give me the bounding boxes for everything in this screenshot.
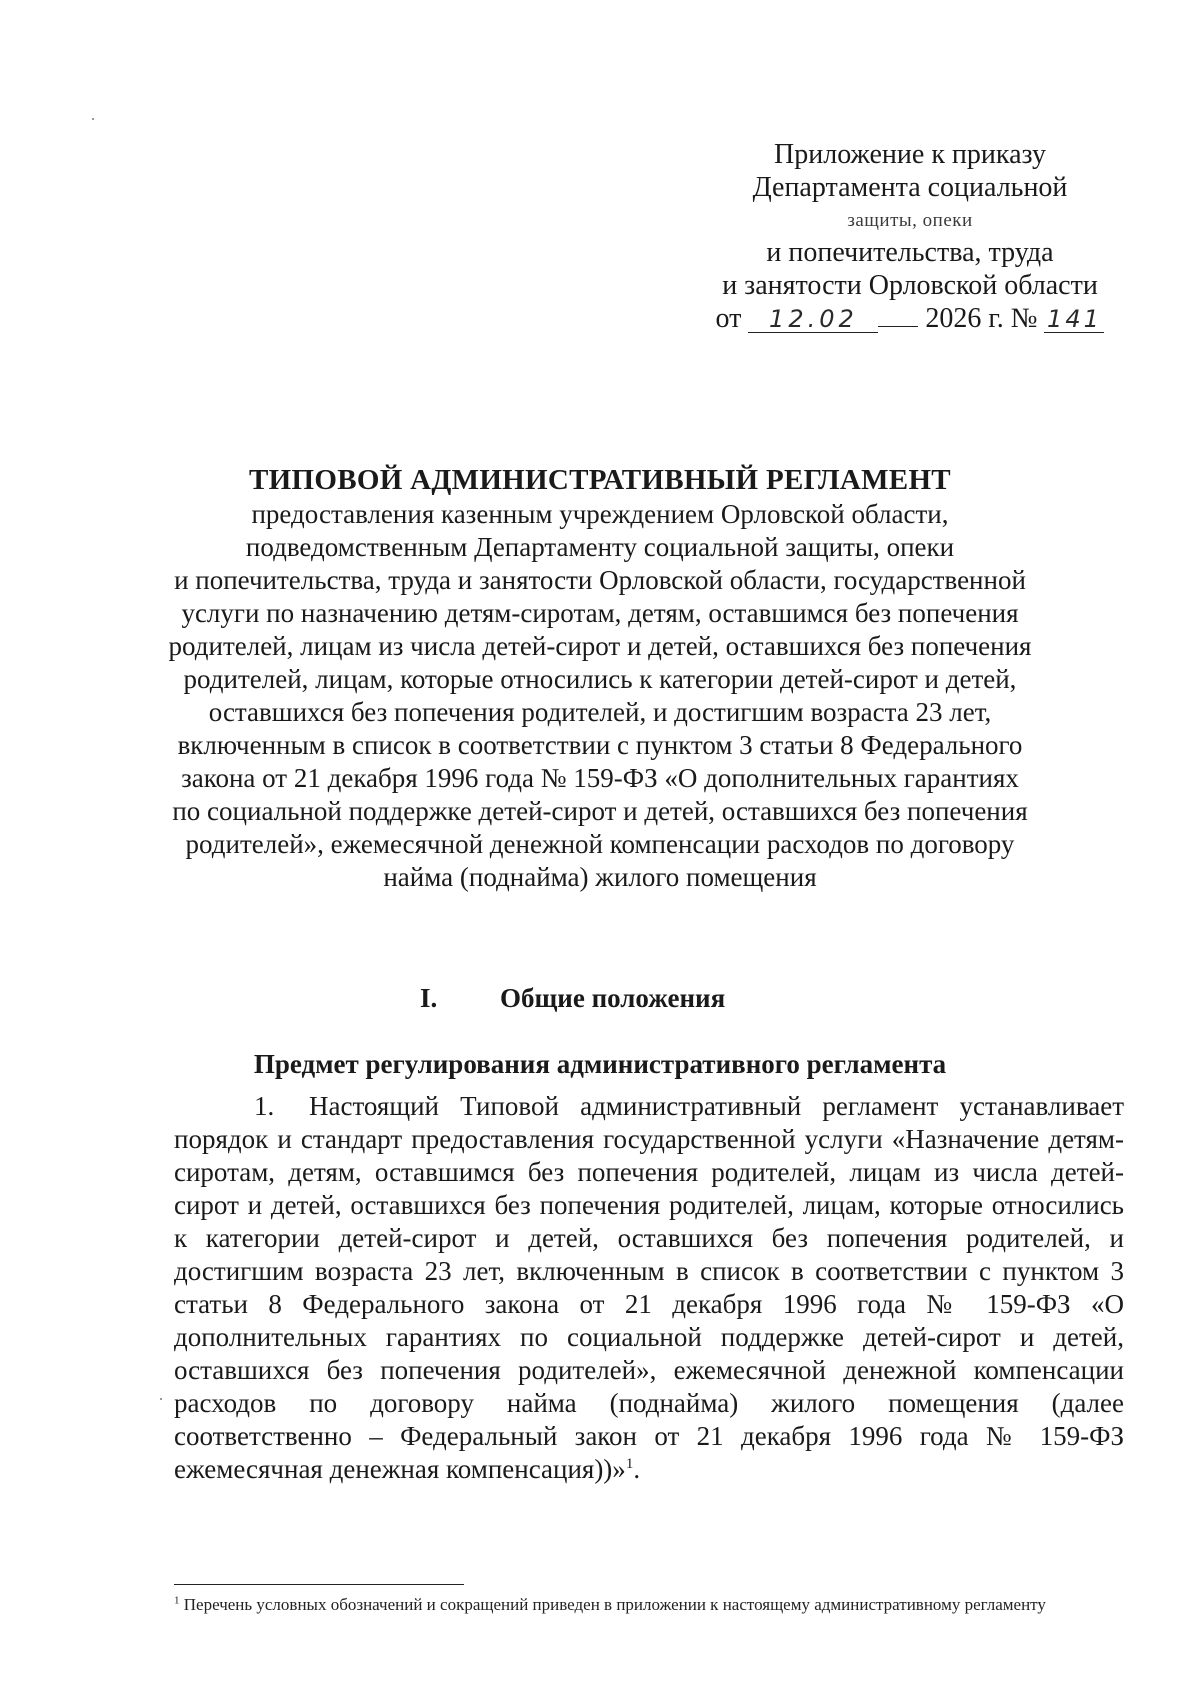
subtitle-line: и попечительства, труда и занятости Орловской области, государственной bbox=[174, 565, 1026, 595]
approval-line-3: защиты, опеки bbox=[847, 210, 973, 231]
paragraph-1 bbox=[174, 1090, 1124, 1486]
section-number: I. bbox=[420, 983, 438, 1013]
approval-date-line bbox=[700, 302, 1120, 335]
section-heading bbox=[420, 981, 725, 1015]
subtitle-line: родителей, лицам, которые относились к категории детей-сирот и детей, bbox=[183, 664, 1017, 694]
paragraph-text: Настоящий Типовой административный регламент устанавливает порядок и стандарт предоставления государственной услуги «Назначение детям-сиротам, детям, оставшимся без попечения родителей, лицам из числа детей-сирот и детей, оставшихся без попечения родителей, лицам, которые относились к категории детей-сирот и детей, оставшихся без попечения родителей, и достигшим возраста 23 лет, включенным в список в соответствии с пунктом 3 статьи 8 Федерального закона от 21 декабря 1996 года № 159-ФЗ «О дополнительных гарантиях по социальной поддержке детей-сирот и детей, оставшихся без попечения родителей», ежемесячной денежной компенсации расходов по договору найма (поднайма) жилого помещения (далее соответственно – Федеральный закон от 21 декабря 1996 года № 159-ФЗ ежемесячная денежная компенсация))» bbox=[174, 1091, 1124, 1484]
document-title-block bbox=[140, 462, 1060, 894]
subtitle-line: закона от 21 декабря 1996 года № 159-ФЗ «О дополнительных гарантиях bbox=[181, 763, 1019, 793]
footnote-reference[interactable]: 1 bbox=[625, 1456, 634, 1472]
document-title: ТИПОВОЙ АДМИНИСТРАТИВНЫЙ РЕГЛАМЕНТ bbox=[249, 464, 951, 496]
subtitle-line: услуги по назначению детям-сиротам, детям, оставшимся без попечения bbox=[181, 598, 1019, 628]
footnote-mark: 1 bbox=[174, 1594, 180, 1607]
date-underline bbox=[878, 326, 918, 327]
subtitle-line: найма (поднайма) жилого помещения bbox=[383, 862, 817, 892]
document-subtitle bbox=[140, 498, 1060, 894]
approval-line-4: и попечительства, труда bbox=[766, 237, 1054, 268]
subtitle-line: оставшихся без попечения родителей, и достигшим возраста 23 лет, bbox=[208, 697, 992, 727]
subtitle-line: включенным в список в соответствии с пунктом 3 статьи 8 Федерального bbox=[177, 730, 1023, 760]
year-suffix: 2026 г. № bbox=[925, 303, 1038, 334]
approval-stamp-block bbox=[700, 138, 1120, 335]
subtitle-line: по социальной поддержке детей-сирот и детей, оставшихся без попечения bbox=[172, 796, 1028, 826]
subtitle-line: предоставления казенным учреждением Орловской области, bbox=[251, 499, 949, 529]
paragraph-end-punctuation: . bbox=[633, 1454, 641, 1484]
footnote-text: Перечень условных обозначений и сокращений приведен в приложении к настоящему административному регламенту bbox=[183, 1595, 1046, 1614]
scan-speck bbox=[160, 1398, 162, 1400]
scan-speck bbox=[92, 118, 94, 120]
footnote bbox=[174, 1594, 1124, 1616]
paragraph-number: 1. bbox=[254, 1091, 275, 1121]
subtitle-line: подведомственным Департаменту социальной защиты, опеки bbox=[245, 532, 955, 562]
footnote-divider bbox=[174, 1584, 464, 1585]
subsection-heading: Предмет регулирования административного регламента bbox=[253, 1049, 947, 1079]
date-prefix: от bbox=[715, 303, 742, 334]
approval-line-5: и занятости Орловской области bbox=[722, 270, 1098, 301]
subtitle-line: родителей, лицам из числа детей-сирот и детей, оставшихся без попечения bbox=[168, 631, 1032, 661]
handwritten-number: 141 bbox=[1044, 306, 1104, 333]
handwritten-date: 12.02 bbox=[748, 306, 878, 333]
section-title: Общие положения bbox=[500, 983, 726, 1013]
approval-line-1: Приложение к приказу bbox=[774, 139, 1046, 170]
subtitle-line: родителей», ежемесячной денежной компенсации расходов по договору bbox=[185, 829, 1015, 859]
approval-line-2: Департамента социальной bbox=[752, 172, 1068, 203]
